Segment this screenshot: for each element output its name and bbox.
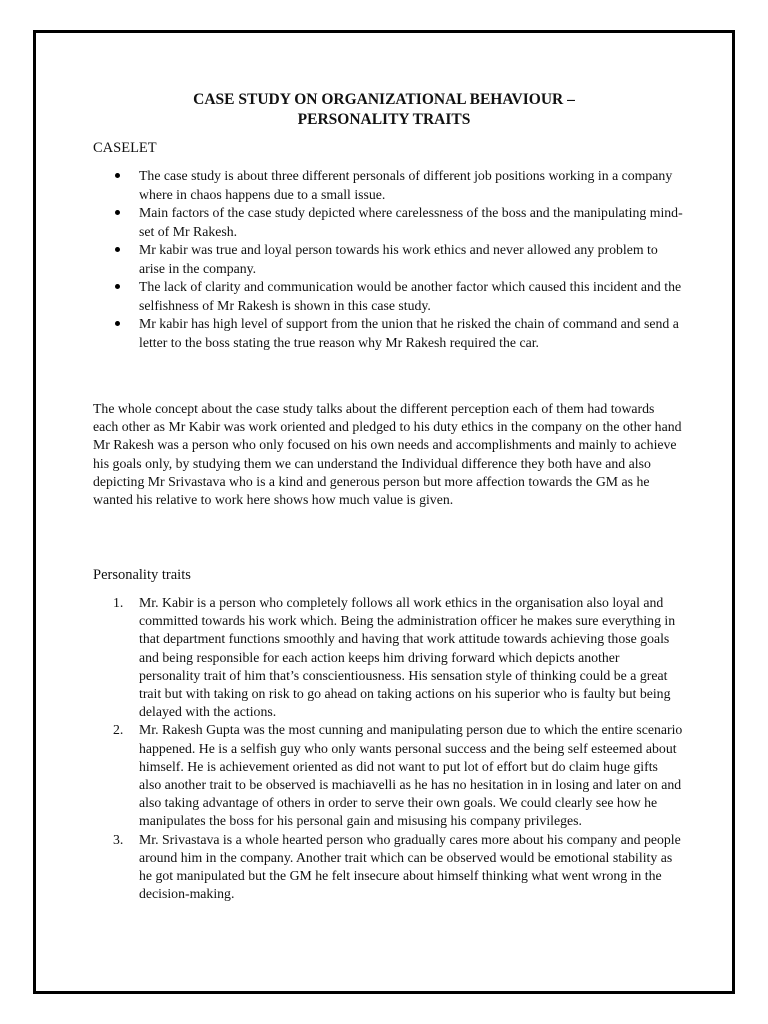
bullet-item: Mr kabir was true and loyal person towards his work ethics and never allowed any problem to arise in the company.: [93, 241, 683, 278]
trait-text: Mr. Kabir is a person who completely follows all work ethics in the organisation also loyal and committed towards his work which. Being the administration officer he makes sure everything in that department functions smoothly and having that work attitude towards achieving those goals and being responsible for each action keeps him driving forward which depicts another personality trait of him that’s conscientiousness. His sensation style of thinking could be a great trait but with taking on risk to go ahead on taking actions on his superior who is faulty but being delayed with the actions.: [139, 595, 676, 720]
traits-numbered-list: [93, 594, 683, 903]
bullet-item: Mr kabir has high level of support from the union that he risked the chain of command and send a letter to the boss stating the true reason why Mr Rakesh required the car.: [93, 315, 683, 352]
trait-number: 1.: [113, 595, 124, 610]
caselet-bullet-list: [93, 167, 683, 352]
bullet-item: Main factors of the case study depicted where carelessness of the boss and the manipulating mind-set of Mr Rakesh.: [93, 204, 683, 241]
personality-traits-heading: Personality traits: [93, 567, 191, 583]
trait-item: [93, 594, 683, 721]
trait-number: 2.: [113, 722, 124, 738]
summary-paragraph: The whole concept about the case study talks about the different perception each of them had towards each other as Mr Kabir was work oriented and pledged to his duty ethics in the company on the other hand Mr Rakesh was a person who only focused on his own needs and accomplishments and mainly to achieve his goals only, by studying them we can understand the Individual difference they both have and also depicting Mr Srivastava who is a kind and generous person but more affection towards the GM as he wanted his relative to work here shows how much value is given.: [93, 401, 682, 508]
bullet-item: The case study is about three different personals of different job positions working in a company where in chaos happens due to a small issue.: [93, 167, 683, 204]
trait-number: 3.: [113, 831, 124, 847]
trait-item: [93, 721, 683, 830]
bullet-item: The lack of clarity and communication would be another factor which caused this incident and the selfishness of Mr Rakesh is shown in this case study.: [93, 278, 683, 315]
trait-item: [93, 831, 683, 904]
title-line-1: CASE STUDY ON ORGANIZATIONAL BEHAVIOUR –: [193, 91, 575, 108]
trait-text: Mr. Srivastava is a whole hearted person who gradually cares more about his company and people around him in the company. Another trait which can be observed would be emotional stability as he got manipulated but the GM he felt insecure about himself thinking what went wrong in the decision-making.: [139, 831, 681, 902]
document-title: [0, 90, 768, 130]
title-line-2: PERSONALITY TRAITS: [297, 111, 471, 128]
caselet-heading: CASELET: [93, 140, 157, 156]
trait-text: Mr. Rakesh Gupta was the most cunning and manipulating person due to which the entire scenario happened. He is a selfish guy who only wants personal success and the being self esteemed about himself. He is achievement oriented as did not want to put lot of effort but do claim huge gifts also another trait to be observed is machiavelli as he has no hesitation in in losing and later on and also taking advantage of others in order to serve their own goals. We could clearly see how he manipulates the boss for his personal gain and misusing his company privileges.: [139, 722, 683, 829]
